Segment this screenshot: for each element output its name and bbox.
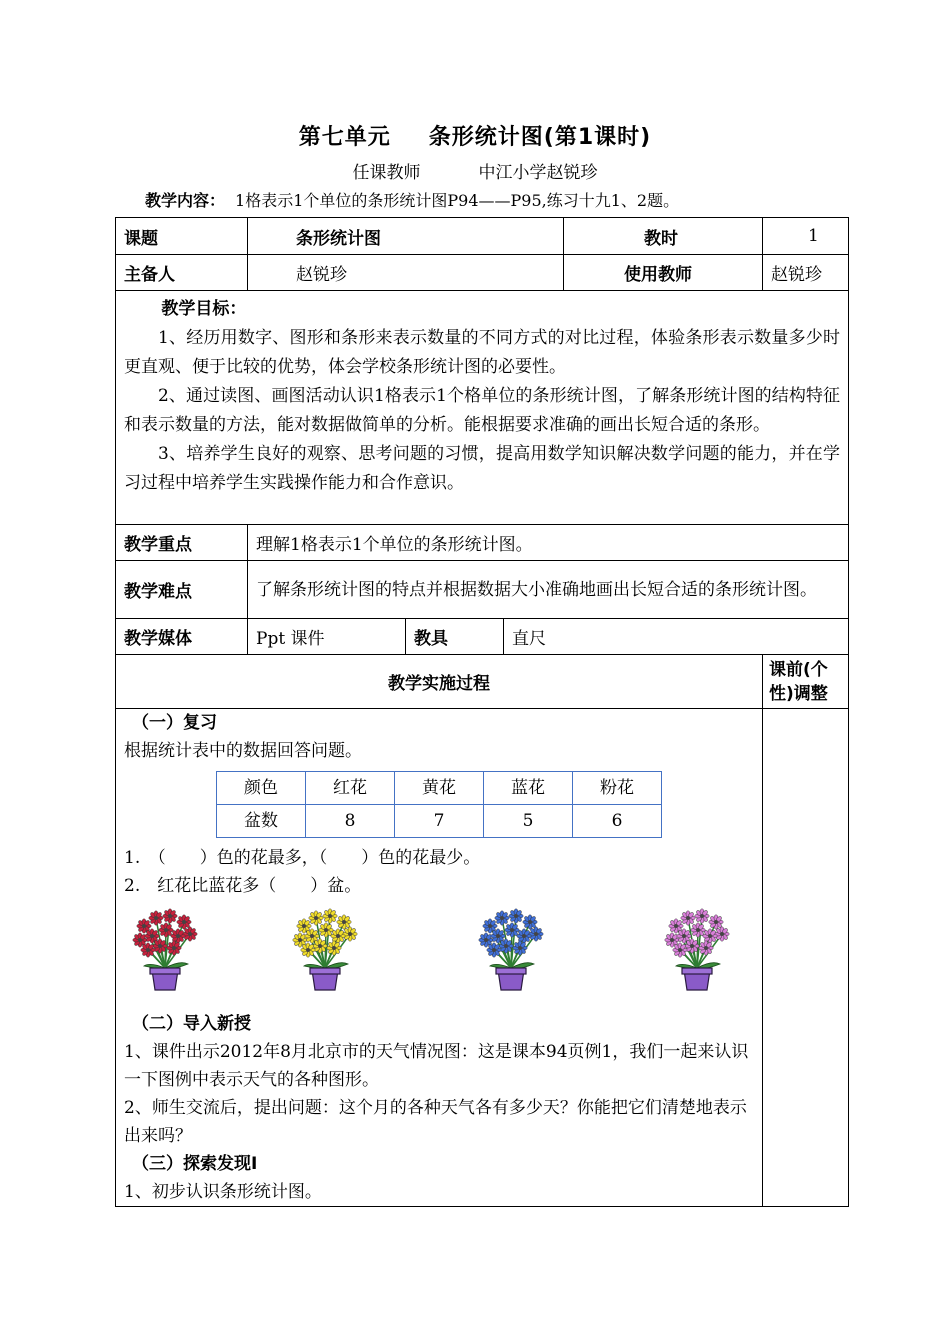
flower-pot-icon	[130, 906, 200, 994]
new-lesson-2: 2、师生交流后，提出问题：这个月的各种天气各有多少天？你能把它们清楚地表示出来吗？	[124, 1098, 747, 1146]
table-cell: 蓝花	[484, 772, 573, 805]
goal-2: 2、通过读图、画图活动认识1格表示1个格单位的条形统计图，了解条形统计图的结构特征和表示数量的方法，能对数据做简单的分析。能根据要求准确的画出长短合适的条形。	[124, 386, 841, 435]
new-lesson-1: 1、课件出示2012年8月北京市的天气情况图：这是课本94页例1，我们一起来认识一下图例中表示天气的各种图形。	[124, 1042, 749, 1090]
review-title: （一）复习	[132, 713, 217, 733]
teacher-value: 中江小学赵锐珍	[478, 163, 598, 183]
tools-label: 教具	[406, 619, 504, 655]
table-cell: 7	[395, 805, 484, 838]
flower-pot-icon	[290, 906, 360, 994]
hours-value: 1	[763, 218, 849, 255]
key-label: 教学重点	[116, 525, 248, 561]
goals-heading: 教学目标：	[161, 299, 247, 319]
table-cell: 6	[573, 805, 662, 838]
table-cell: 黄花	[395, 772, 484, 805]
difficult-label: 教学难点	[116, 561, 248, 619]
table-row	[217, 772, 662, 805]
teaching-goals	[116, 291, 849, 525]
preparer-label: 主备人	[116, 255, 248, 291]
media-value: Ppt 课件	[248, 619, 406, 655]
topic-value: 条形统计图	[248, 218, 564, 255]
table-row	[217, 805, 662, 838]
table-cell: 盆数	[217, 805, 306, 838]
table-cell: 8	[306, 805, 395, 838]
preparer-value: 赵锐珍	[248, 255, 564, 291]
process-content	[116, 709, 763, 1207]
flower-table	[216, 771, 662, 838]
goal-3: 3、培养学生良好的观察、思考问题的习惯，提高用数学知识解决数学问题的能力，并在学习过程中培养学生实践操作能力和合作意识。	[124, 444, 841, 493]
table-cell: 颜色	[217, 772, 306, 805]
hours-label: 教时	[564, 218, 763, 255]
teacher-line	[0, 158, 950, 183]
user-value: 赵锐珍	[763, 255, 849, 291]
teaching-content	[145, 188, 679, 211]
process-header: 教学实施过程	[116, 655, 763, 709]
user-label: 使用教师	[564, 255, 763, 291]
flower-pot-icon	[662, 906, 732, 994]
tools-value: 直尺	[504, 619, 849, 655]
table-cell: 粉花	[573, 772, 662, 805]
table-cell: 5	[484, 805, 573, 838]
topic-label: 课题	[116, 218, 248, 255]
flower-pot-icon	[476, 906, 546, 994]
new-lesson-title: （二）导入新授	[132, 1014, 251, 1034]
adjust-column	[763, 709, 849, 1207]
lesson-title: 条形统计图(第1课时)	[428, 125, 652, 150]
content-label: 教学内容：	[145, 191, 226, 210]
unit-label: 第七单元	[298, 125, 391, 150]
lesson-plan-table	[115, 217, 849, 1207]
difficult-value: 了解条形统计图的特点并根据数据大小准确地画出长短合适的条形统计图。	[248, 561, 849, 619]
question-2: 2. 红花比蓝花多（ ）盆。	[124, 876, 362, 896]
flower-images	[124, 906, 754, 1006]
teacher-label: 任课教师	[352, 163, 421, 183]
key-value: 理解1格表示1个单位的条形统计图。	[248, 525, 849, 561]
media-label: 教学媒体	[116, 619, 248, 655]
explore-1: 1、初步认识条形统计图。	[124, 1182, 322, 1202]
table-cell: 红花	[306, 772, 395, 805]
page-title	[0, 120, 950, 151]
content-value: 1格表示1个单位的条形统计图P94——P95,练习十九1、2题。	[235, 191, 680, 210]
goal-1: 1、经历用数字、图形和条形来表示数量的不同方式的对比过程，体验条形表示数量多少时更直观、便于比较的优势，体会学校条形统计图的必要性。	[124, 328, 841, 377]
review-intro: 根据统计表中的数据回答问题。	[124, 741, 362, 761]
question-1: 1. （ ）色的花最多，（ ）色的花最少。	[124, 848, 481, 868]
adjust-header: 课前(个性)调整	[763, 655, 849, 709]
explore-title: （三）探索发现Ⅰ	[132, 1154, 258, 1174]
